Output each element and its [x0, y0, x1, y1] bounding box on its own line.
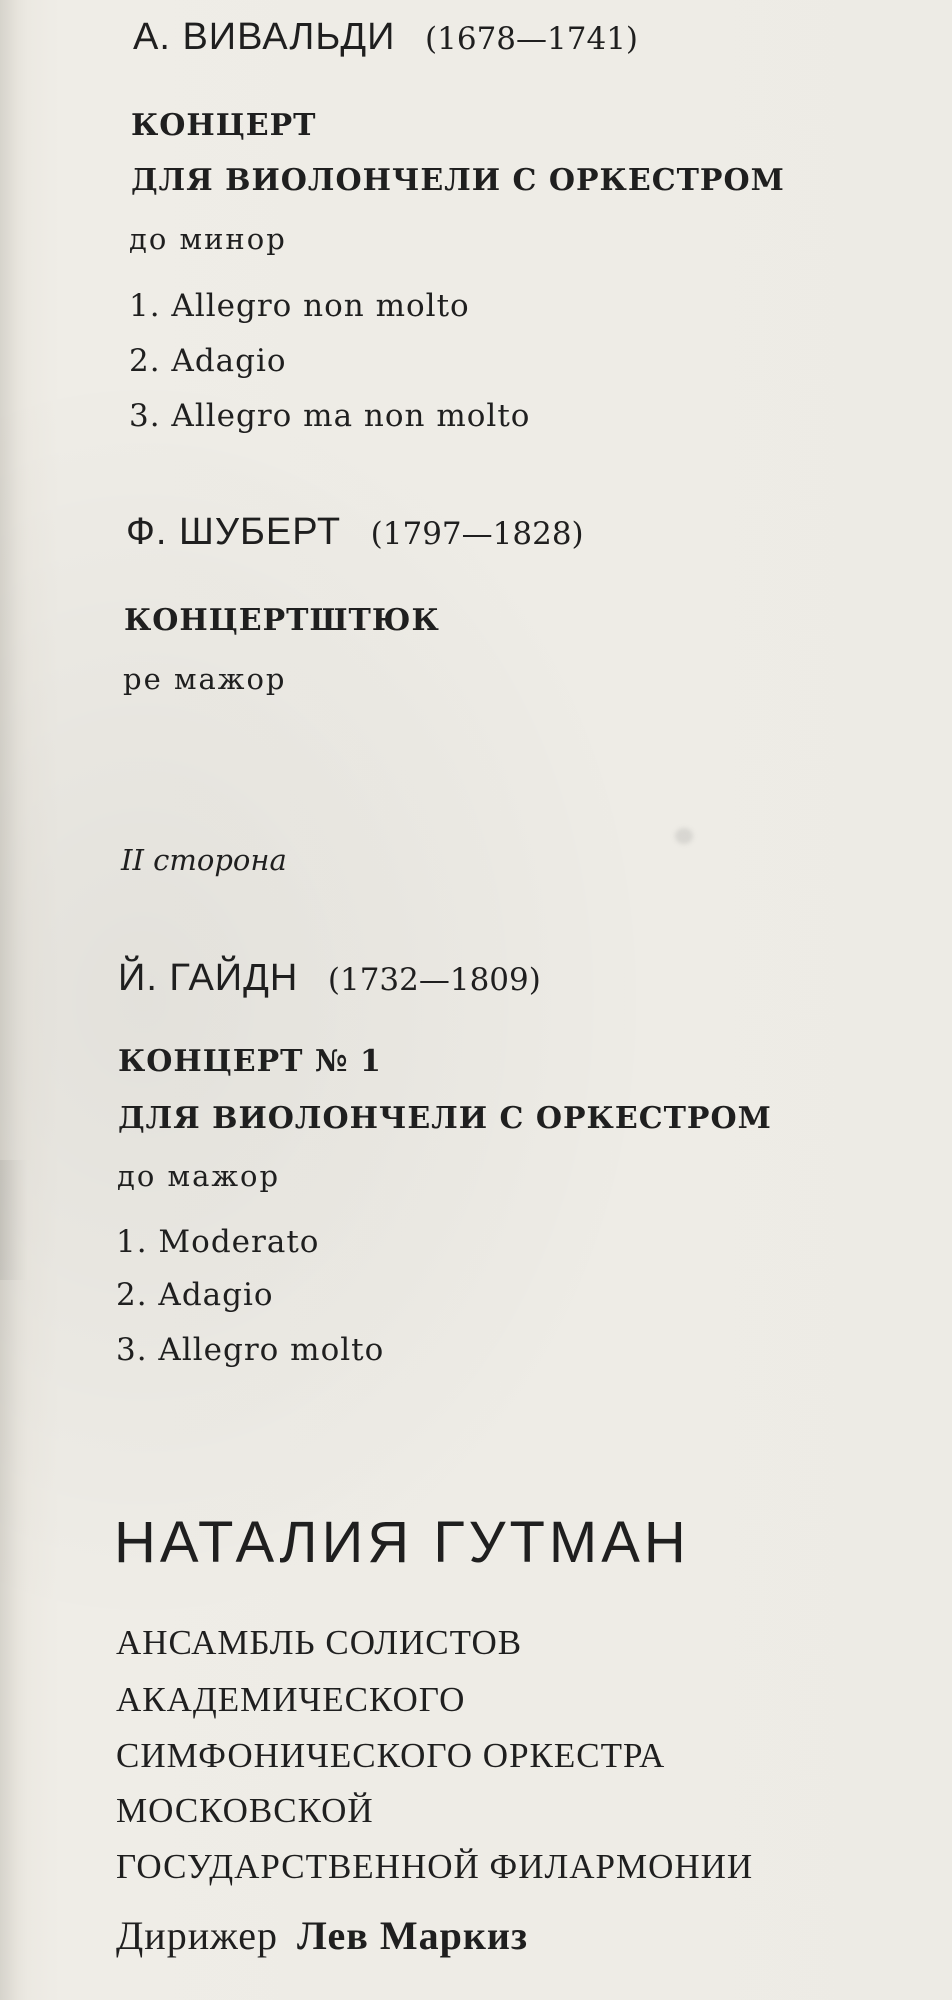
composer-years: (1678—1741) — [425, 21, 639, 57]
movement-item: 2. Adagio — [129, 343, 287, 379]
composer-name: Й. ГАЙДН — [118, 957, 299, 999]
work-title: КОНЦЕРТШТЮК — [124, 603, 440, 638]
paper-crease — [0, 1160, 28, 1280]
conductor-name: Лев Маркиз — [296, 1913, 529, 1958]
movement-item: 2. Adagio — [116, 1277, 274, 1313]
ensemble-line: ГОСУДАРСТВЕННОЙ ФИЛАРМОНИИ — [116, 1847, 754, 1886]
movement-item: 3. Allegro ma non molto — [129, 398, 531, 434]
paper-smudge — [675, 828, 693, 844]
composer-name: А. ВИВАЛЬДИ — [133, 16, 396, 58]
work-key: ре мажор — [123, 662, 287, 696]
work-key: до минор — [129, 222, 287, 256]
composer-haydn — [118, 959, 541, 997]
work-title-line-2: ДЛЯ ВИОЛОНЧЕЛИ С ОРКЕСТРОМ — [131, 163, 785, 198]
work-title-line-2: ДЛЯ ВИОЛОНЧЕЛИ С ОРКЕСТРОМ — [118, 1101, 772, 1136]
movement-item: 1. Allegro non molto — [129, 288, 470, 324]
composer-years: (1797—1828) — [370, 516, 584, 552]
composer-vivaldi — [133, 18, 638, 56]
conductor-label: Дирижер — [116, 1913, 278, 1958]
ensemble-line: АКАДЕМИЧЕСКОГО — [116, 1680, 466, 1719]
composer-schubert — [126, 513, 584, 551]
composer-name: Ф. ШУБЕРТ — [126, 511, 342, 553]
soloist-name: НАТАЛИЯ ГУТМАН — [114, 1510, 690, 1575]
work-title-line-1: КОНЦЕРТ № 1 — [118, 1044, 382, 1079]
ensemble-line: АНСАМБЛЬ СОЛИСТОВ — [116, 1623, 523, 1662]
ensemble-line: СИМФОНИЧЕСКОГО ОРКЕСТРА — [116, 1736, 666, 1775]
movement-item: 1. Moderato — [116, 1224, 320, 1260]
movement-item: 3. Allegro molto — [116, 1332, 385, 1368]
work-key: до мажор — [117, 1159, 281, 1193]
ensemble-line: МОСКОВСКОЙ — [116, 1791, 374, 1830]
work-title-line-1: КОНЦЕРТ — [131, 108, 317, 143]
conductor-line — [116, 1913, 529, 1958]
composer-years: (1732—1809) — [327, 962, 541, 998]
paper-fold-shadow — [0, 0, 18, 2000]
side-label: II сторона — [121, 843, 287, 877]
